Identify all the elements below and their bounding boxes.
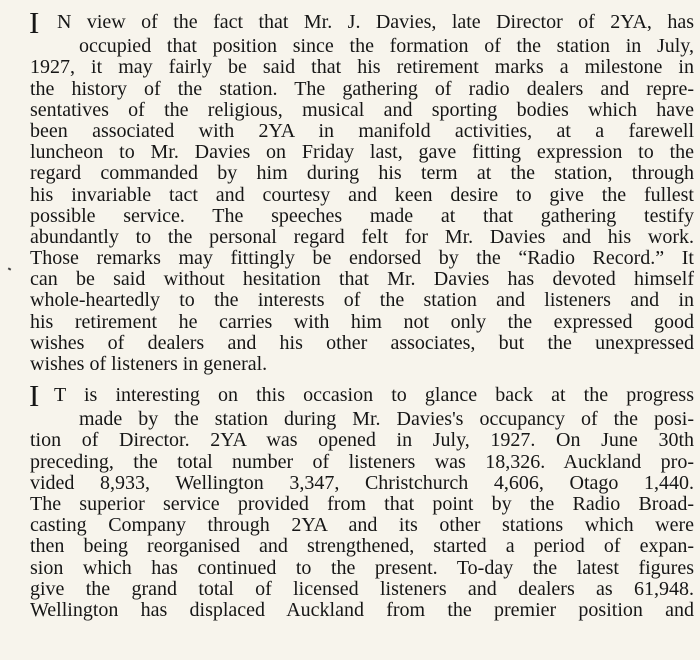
paragraph-line: then being reorganised and strengthened, started a period of expan- — [30, 536, 694, 558]
paragraph-station-progress — [30, 380, 694, 621]
paragraph-line: give the grand total of licensed listeners and dealers as 61,948. — [30, 578, 694, 600]
paragraph-line: vided 8,933, Wellington 3,347, Christchurch 4,606, Otago 1,440. — [30, 472, 694, 494]
paragraph-line: can be said without hesitation that Mr. Davies has devoted himself — [30, 269, 694, 291]
paragraph-line: tion of Director. 2YA was opened in July, 1927. On June 30th — [30, 430, 694, 452]
paragraph-line: been associated with 2YA in manifold activities, at a farewell — [30, 120, 694, 142]
paragraph-line: occupied that position since the formation of the station in July, — [79, 36, 694, 58]
print-speck — [8, 267, 12, 270]
paragraph-line: made by the station during Mr. Davies's occupancy of the posi- — [79, 409, 694, 431]
paragraph-line: his invariable tact and courtesy and keen desire to give the fullest — [30, 184, 694, 206]
paragraph-line: Those remarks may fittingly be endorsed by the “Radio Record.” It — [30, 248, 694, 270]
drop-cap: I — [29, 378, 40, 413]
paragraph-line: possible service. The speeches made at that gathering testify — [30, 205, 694, 227]
paragraph-line: N view of the fact that Mr. J. Davies, late Director of 2YA, has — [57, 11, 694, 33]
paragraph-line: regard commanded by him during his term at the station, through — [30, 163, 694, 185]
paragraph-line: sentatives of the religious, musical and sporting bodies which have — [30, 99, 694, 121]
paragraph-line: preceding, the total number of listeners was 18,326. Auckland pro- — [30, 451, 694, 473]
paragraph-line: 1927, it may fairly be said that his retirement marks a milestone in — [30, 57, 694, 79]
paragraph-line: the history of the station. The gathering of radio dealers and repre- — [30, 78, 694, 100]
paragraph-line: casting Company through 2YA and its other stations which were — [30, 515, 694, 537]
drop-cap: I — [29, 5, 40, 40]
paragraph-line: wishes of listeners in general. — [30, 354, 268, 375]
paragraph-line: abundantly to the personal regard felt for Mr. Davies and his work. — [30, 226, 694, 248]
paragraph-line: whole-heartedly to the interests of the station and listeners and in — [30, 290, 694, 312]
paragraph-line: Wellington has displaced Auckland from the premier position and — [30, 599, 694, 621]
paragraph-line: luncheon to Mr. Davies on Friday last, gave fitting expression to the — [30, 142, 694, 164]
paragraph-line: sion which has continued to the present. To-day the latest figures — [30, 557, 694, 579]
paragraph-line: wishes of dealers and his other associates, but the unexpressed — [30, 332, 694, 354]
paragraph-line: The superior service provided from that point by the Radio Broad- — [30, 493, 694, 515]
paragraph-line: his retirement he carries with him not only the expressed good — [30, 311, 694, 333]
paragraph-davies-retirement — [30, 7, 694, 375]
paragraph-line: T is interesting on this occasion to glance back at the progress — [54, 384, 694, 406]
